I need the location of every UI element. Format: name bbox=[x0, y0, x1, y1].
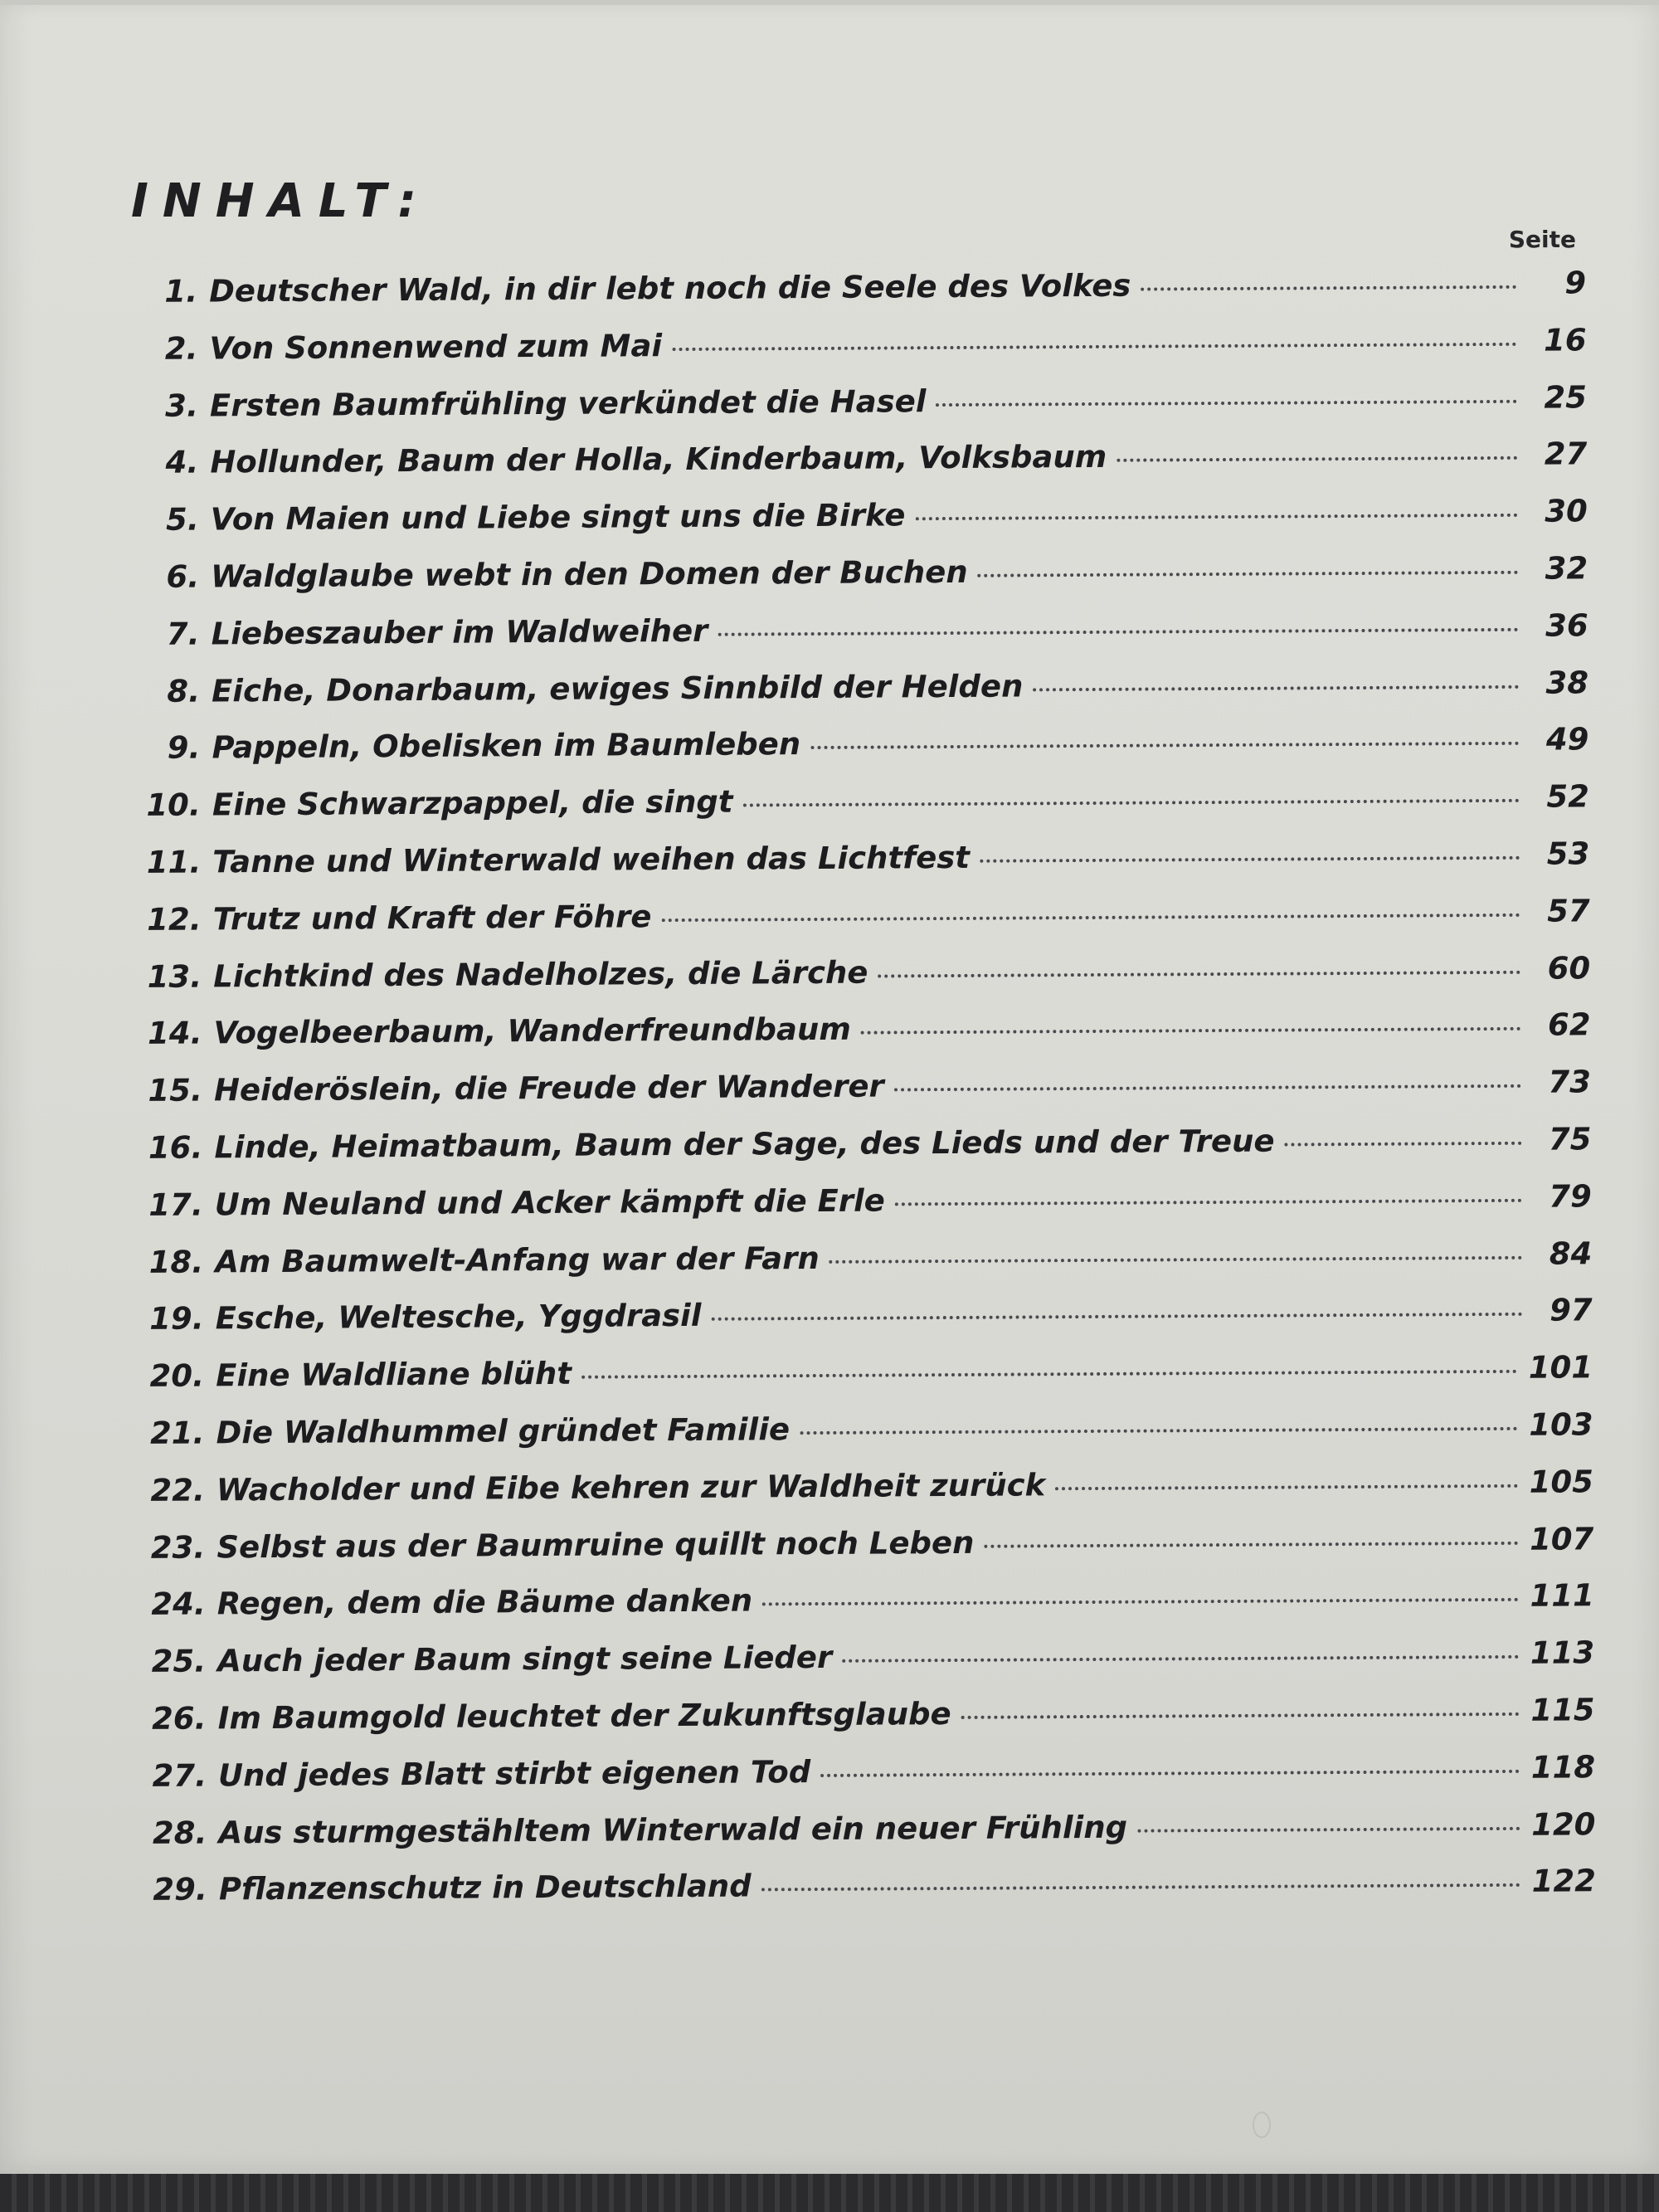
dot-leader bbox=[915, 514, 1517, 520]
entry-number: 11. bbox=[146, 844, 202, 880]
entry-page-number: 120 bbox=[1531, 1805, 1596, 1843]
entry-page-number: 16 bbox=[1543, 322, 1587, 358]
entry-title: Eine Waldliane blüht bbox=[215, 1355, 572, 1394]
dot-leader bbox=[810, 742, 1519, 749]
dot-leader bbox=[878, 970, 1520, 977]
entry-title: Eiche, Donarbaum, ewiges Sinnbild der Helden bbox=[211, 668, 1024, 709]
dot-leader bbox=[961, 1713, 1520, 1719]
toc-entry bbox=[142, 1521, 1593, 1586]
toc-entry bbox=[137, 607, 1588, 673]
entry-number: 4. bbox=[165, 444, 199, 481]
entry-page-number: 32 bbox=[1545, 550, 1588, 587]
entry-title: Pflanzenschutz in Deutschland bbox=[218, 1868, 752, 1907]
entry-page-number: 118 bbox=[1530, 1748, 1596, 1786]
dot-leader bbox=[1055, 1484, 1518, 1490]
entry-title: Linde, Heimatbaum, Baum der Sage, des Lieds und der Treue bbox=[214, 1123, 1275, 1166]
entry-title: Pappeln, Obelisken im Baumleben bbox=[212, 726, 801, 766]
entry-title: Waldglaube webt in den Domen der Buchen bbox=[211, 553, 968, 595]
toc-entry bbox=[142, 1464, 1593, 1529]
dot-leader bbox=[820, 1770, 1520, 1777]
entry-page-number: 9 bbox=[1564, 265, 1587, 301]
toc-entry bbox=[144, 1864, 1596, 1929]
entry-number: 19. bbox=[149, 1300, 204, 1337]
entry-number: 14. bbox=[147, 1015, 202, 1052]
entry-number: 29. bbox=[153, 1871, 208, 1908]
entry-number: 2. bbox=[164, 330, 198, 367]
toc-entry bbox=[143, 1578, 1594, 1644]
dot-leader bbox=[1033, 685, 1519, 691]
toc-entry bbox=[138, 836, 1589, 901]
entry-number: 23. bbox=[150, 1529, 206, 1566]
entry-title: Im Baumgold leuchtet der Zukunftsglaube bbox=[217, 1695, 951, 1737]
toc-entry bbox=[139, 950, 1590, 1016]
entry-title: Wacholder und Eibe kehren zur Waldheit zurück bbox=[216, 1467, 1046, 1508]
entry-number: 6. bbox=[166, 558, 200, 595]
dot-leader bbox=[718, 628, 1518, 636]
dot-leader bbox=[978, 571, 1519, 577]
entry-page-number: 73 bbox=[1548, 1064, 1592, 1100]
entry-title: Um Neuland und Acker kämpft die Erle bbox=[214, 1182, 885, 1223]
dot-leader bbox=[761, 1883, 1520, 1892]
toc-entry bbox=[135, 436, 1587, 502]
entry-title: Trutz und Kraft der Föhre bbox=[212, 898, 652, 938]
entry-number: 25. bbox=[151, 1643, 207, 1680]
dot-leader bbox=[1137, 1826, 1520, 1832]
toc-entry bbox=[137, 665, 1588, 730]
entry-title: Auch jeder Baum singt seine Lieder bbox=[217, 1640, 833, 1679]
entry-number: 7. bbox=[166, 616, 200, 652]
entry-title: Regen, dem die Bäume danken bbox=[216, 1582, 753, 1622]
toc-entry bbox=[141, 1349, 1593, 1415]
entry-page-number: 75 bbox=[1548, 1121, 1592, 1157]
paper-mark bbox=[1253, 2112, 1271, 2138]
entry-title: Am Baumwelt-Anfang war der Farn bbox=[215, 1240, 820, 1279]
toc-entry bbox=[140, 1235, 1592, 1301]
entry-page-number: 84 bbox=[1549, 1235, 1593, 1272]
entry-number: 3. bbox=[165, 387, 199, 424]
entry-title: Selbst aus der Baumruine quillt noch Leben bbox=[216, 1524, 975, 1565]
toc-entry bbox=[144, 1692, 1595, 1757]
entry-number: 13. bbox=[147, 958, 202, 995]
toc-entry bbox=[135, 379, 1587, 445]
entry-title: Aus sturmgestähltem Winterwald ein neuer Frühling bbox=[218, 1809, 1128, 1850]
dot-leader bbox=[936, 399, 1517, 406]
dot-leader bbox=[895, 1199, 1522, 1206]
dot-leader bbox=[980, 856, 1520, 863]
dot-leader bbox=[842, 1655, 1519, 1663]
toc-entry bbox=[134, 322, 1586, 387]
entry-title: Von Sonnenwend zum Mai bbox=[209, 327, 663, 367]
entry-page-number: 115 bbox=[1530, 1692, 1595, 1728]
entry-number: 16. bbox=[148, 1129, 203, 1166]
entry-page-number: 97 bbox=[1550, 1292, 1593, 1328]
entry-number: 26. bbox=[151, 1700, 207, 1737]
entry-title: Lichtkind des Nadelholzes, die Lärche bbox=[213, 954, 868, 994]
entry-page-number: 36 bbox=[1545, 607, 1588, 644]
page-top-edge bbox=[0, 0, 1659, 5]
toc-entry bbox=[144, 1806, 1595, 1872]
entry-title: Vogelbeerbaum, Wanderfreundbaum bbox=[213, 1011, 851, 1051]
entry-number: 24. bbox=[151, 1586, 206, 1623]
entry-title: Esche, Weltesche, Yggdrasil bbox=[215, 1298, 702, 1337]
entry-title: Und jedes Blatt stirbt eigenen Tod bbox=[217, 1753, 811, 1794]
entry-page-number: 52 bbox=[1546, 778, 1590, 815]
entry-title: Ersten Baumfrühling verkündet die Hasel bbox=[209, 382, 927, 424]
toc-entry bbox=[139, 1007, 1590, 1073]
entry-page-number: 27 bbox=[1544, 436, 1588, 473]
toc-entry bbox=[134, 265, 1586, 330]
entry-page-number: 107 bbox=[1529, 1520, 1594, 1557]
entry-page-number: 122 bbox=[1531, 1863, 1596, 1900]
entry-page-number: 30 bbox=[1545, 493, 1588, 529]
binding-edge bbox=[0, 2174, 1659, 2212]
entry-page-number: 113 bbox=[1530, 1635, 1595, 1671]
toc-entry bbox=[139, 1064, 1591, 1129]
entry-page-number: 105 bbox=[1529, 1464, 1594, 1500]
entry-number: 5. bbox=[165, 501, 199, 538]
dot-leader bbox=[861, 1027, 1521, 1035]
entry-number: 12. bbox=[147, 901, 202, 938]
toc-entry bbox=[137, 722, 1588, 787]
entry-number: 21. bbox=[149, 1415, 205, 1451]
entry-page-number: 60 bbox=[1547, 949, 1591, 987]
entry-page-number: 101 bbox=[1528, 1349, 1593, 1386]
dot-leader bbox=[1285, 1142, 1522, 1147]
toc-entry bbox=[140, 1178, 1592, 1244]
dot-leader bbox=[711, 1313, 1522, 1321]
dot-leader bbox=[762, 1598, 1518, 1606]
entry-title: Deutscher Wald, in dir lebt noch die Seele des Volkes bbox=[208, 267, 1131, 309]
entry-page-number: 49 bbox=[1545, 721, 1589, 758]
toc-entry bbox=[138, 778, 1589, 844]
dot-leader bbox=[1141, 285, 1516, 291]
entry-number: 20. bbox=[149, 1357, 205, 1395]
toc-entry bbox=[143, 1635, 1594, 1700]
entry-page-number: 53 bbox=[1546, 836, 1590, 872]
toc-entry bbox=[139, 1121, 1591, 1186]
toc-entry bbox=[141, 1293, 1593, 1358]
entry-title: Heideröslein, die Freude der Wanderer bbox=[213, 1068, 884, 1108]
dot-leader bbox=[830, 1255, 1523, 1263]
dot-leader bbox=[984, 1541, 1518, 1547]
entry-title: Die Waldhummel gründet Familie bbox=[216, 1411, 791, 1451]
entry-page-number: 25 bbox=[1544, 378, 1588, 416]
toc-entry bbox=[141, 1406, 1593, 1472]
page-title: INHALT: bbox=[131, 174, 431, 228]
entry-page-number: 79 bbox=[1549, 1178, 1592, 1215]
toc-entry bbox=[144, 1749, 1595, 1815]
dot-leader bbox=[800, 1427, 1517, 1435]
entry-title: Von Maien und Liebe singt uns die Birke bbox=[210, 497, 906, 538]
entry-number: 18. bbox=[148, 1244, 204, 1280]
entry-title: Tanne und Winterwald weihen das Lichtfest bbox=[212, 839, 971, 880]
dot-leader bbox=[672, 343, 1516, 351]
toc-entry bbox=[139, 893, 1590, 958]
entry-page-number: 57 bbox=[1547, 893, 1590, 929]
dot-leader bbox=[581, 1370, 1517, 1379]
entry-title: Hollunder, Baum der Holla, Kinderbaum, Volksbaum bbox=[210, 439, 1107, 480]
entry-page-number: 38 bbox=[1545, 664, 1589, 701]
dot-leader bbox=[1117, 456, 1517, 462]
dot-leader bbox=[743, 799, 1520, 807]
entry-page-number: 62 bbox=[1547, 1006, 1591, 1043]
entry-title: Eine Schwarzpappel, die singt bbox=[212, 783, 733, 823]
entry-title: Liebeszauber im Waldweiher bbox=[211, 612, 708, 652]
table-of-contents bbox=[134, 265, 1596, 1929]
entry-number: 27. bbox=[152, 1757, 207, 1794]
toc-entry bbox=[136, 550, 1588, 616]
entry-number: 1. bbox=[164, 273, 198, 309]
entry-number: 22. bbox=[150, 1472, 206, 1508]
entry-number: 15. bbox=[148, 1072, 203, 1109]
entry-number: 17. bbox=[148, 1186, 203, 1223]
dot-leader bbox=[894, 1084, 1521, 1092]
entry-page-number: 111 bbox=[1530, 1577, 1594, 1615]
toc-entry bbox=[136, 493, 1588, 558]
entry-number: 28. bbox=[152, 1815, 207, 1851]
dot-leader bbox=[661, 914, 1520, 922]
entry-number: 8. bbox=[167, 673, 201, 709]
page-column-header: Seite bbox=[1508, 226, 1576, 253]
entry-number: 9. bbox=[167, 729, 201, 767]
entry-number: 10. bbox=[146, 787, 202, 824]
entry-page-number: 103 bbox=[1529, 1406, 1593, 1443]
